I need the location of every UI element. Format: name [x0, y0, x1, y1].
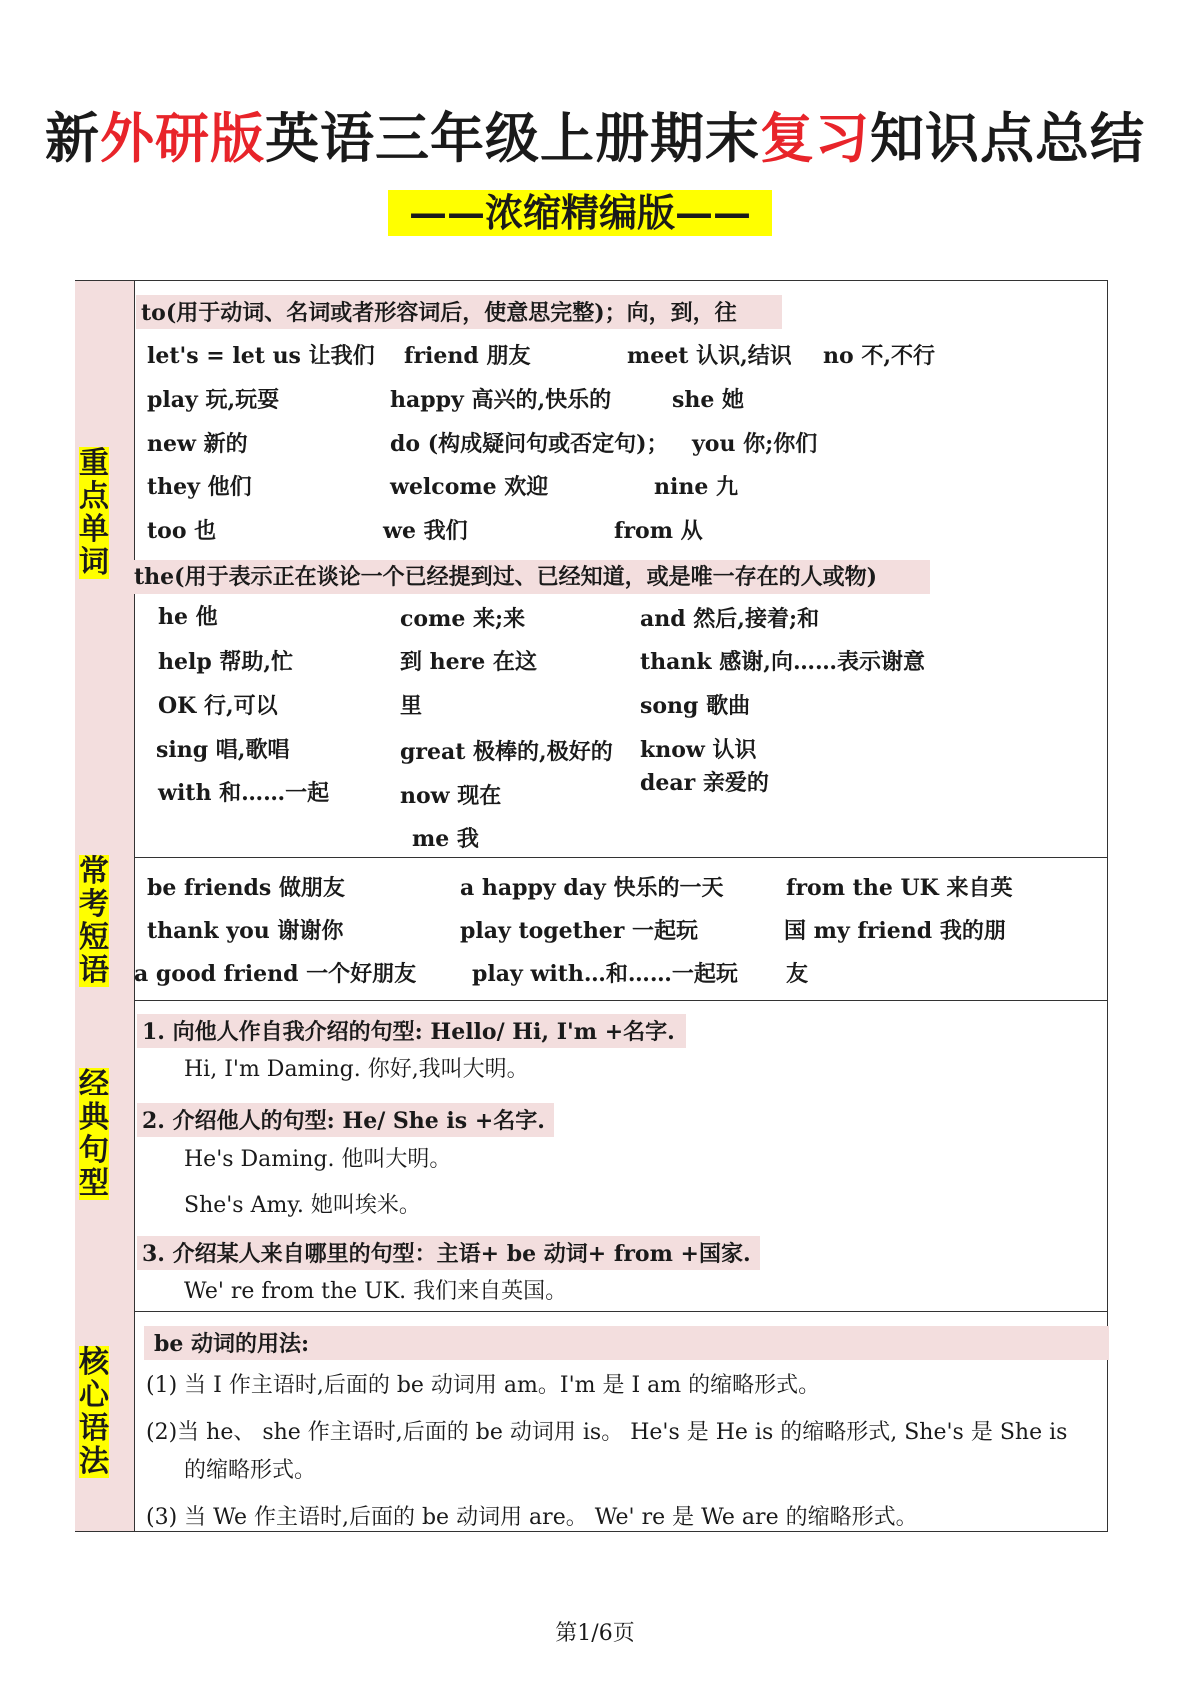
section-label-vocab: 重点单词 [79, 446, 109, 580]
vocab-item: and 然后,接着;和 [640, 606, 820, 632]
section-label-sentences: 经典句型 [79, 1067, 109, 1201]
vocab-item: she 她 [672, 387, 745, 413]
subtitle: ——浓缩精编版—— [388, 190, 772, 236]
grammar-heading: be 动词的用法: [154, 1331, 310, 1357]
vocab-item: sing 唱,歌唱 [156, 737, 290, 763]
title-highlight-publisher: 外研版 [100, 106, 265, 170]
vocab-item: he 他 [158, 604, 218, 630]
vocab-the-definition: the(用于表示正在谈论一个已经提到过、已经知道，或是唯一存在的人或物) [134, 564, 877, 590]
phrase-item: be friends 做朋友 [147, 875, 345, 901]
document-title [0, 96, 1190, 173]
section-divider [134, 1000, 1107, 1001]
vocab-item: we 我们 [383, 518, 468, 544]
vocab-item: too 也 [147, 518, 217, 544]
vocab-item: do (构成疑问句或否定句)； [390, 431, 669, 457]
grammar-rule: (3) 当 We 作主语时,后面的 be 动词用 are。 We' re 是 We are 的缩略形式。 [146, 1505, 918, 1530]
vocab-item: great 极棒的,极好的 [400, 739, 613, 765]
sentence-pattern-heading: 3. 介绍某人来自哪里的句型：主语+ be 动词+ from +国家. [142, 1241, 751, 1267]
phrase-item: 友 [786, 961, 809, 987]
vocab-item: OK 行,可以 [158, 693, 278, 719]
grammar-rule: (1) 当 I 作主语时,后面的 be 动词用 am。I'm 是 I am 的缩略形式。 [146, 1373, 821, 1398]
vocab-item: from 从 [614, 518, 703, 544]
vocab-to-definition: to(用于动词、名词或者形容词后，使意思完整)；向，到，往 [141, 300, 737, 326]
section-label-phrases: 常考短语 [79, 854, 109, 988]
vocab-item: 到 here 在这 [400, 649, 537, 675]
vocab-item: new 新的 [147, 431, 248, 457]
vocab-item: no 不,不行 [823, 343, 935, 369]
sentence-example: She's Amy. 她叫埃米。 [184, 1193, 421, 1218]
sentence-example: We' re from the UK. 我们来自英国。 [184, 1279, 568, 1304]
vocab-item: come 来;来 [400, 606, 526, 632]
vocab-item: let's = let us 让我们 [147, 343, 375, 369]
vocab-item: happy 高兴的,快乐的 [390, 387, 612, 413]
grammar-rule: (2)当 he、 she 作主语时,后面的 be 动词用 is。 He's 是 He is 的缩略形式, She's 是 She is [146, 1420, 1068, 1445]
vocab-item: dear 亲爱的 [640, 770, 769, 796]
phrase-item: 国 my friend 我的朋 [784, 918, 1006, 944]
title-part: 英语三年级上册期末 [265, 106, 760, 170]
title-highlight-review: 复习 [760, 106, 870, 170]
vocab-item: help 帮助,忙 [158, 649, 294, 675]
sentence-example: He's Daming. 他叫大明。 [184, 1147, 452, 1172]
page-number: 第1/6页 [555, 1621, 635, 1646]
vocab-item: with 和……一起 [158, 780, 330, 806]
phrase-item: a good friend 一个好朋友 [134, 961, 417, 987]
title-part: 知识点总结 [870, 106, 1145, 170]
phrase-item: play together 一起玩 [460, 918, 699, 944]
sentence-pattern-heading: 2. 介绍他人的句型: He/ She is +名字. [142, 1108, 545, 1134]
vocab-item: now 现在 [400, 783, 502, 809]
vocab-item: you 你;你们 [692, 431, 818, 457]
phrase-item: from the UK 来自英 [786, 875, 1013, 901]
section-label-grammar: 核心语法 [79, 1345, 109, 1479]
vocab-item: thank 感谢,向……表示谢意 [640, 649, 925, 675]
title-part: 新 [45, 106, 100, 170]
vocab-item: song 歌曲 [640, 693, 751, 719]
section-divider [134, 857, 1107, 858]
vocab-item: welcome 欢迎 [390, 474, 549, 500]
sentence-example: Hi, I'm Daming. 你好,我叫大明。 [184, 1057, 529, 1082]
section-divider [134, 1311, 1107, 1312]
vocab-item: me 我 [412, 826, 479, 852]
vocab-item: they 他们 [147, 474, 252, 500]
grammar-rule-continued: 的缩略形式。 [184, 1458, 317, 1483]
phrase-item: play with…和……一起玩 [472, 961, 738, 987]
vocab-item: meet 认识,结识 [627, 343, 792, 369]
phrase-item: a happy day 快乐的一天 [460, 875, 724, 901]
vocab-item: 里 [400, 693, 423, 719]
vocab-item: nine 九 [654, 474, 739, 500]
phrase-item: thank you 谢谢你 [147, 918, 344, 944]
sentence-pattern-heading: 1. 向他人作自我介绍的句型: Hello/ Hi, I'm +名字. [142, 1019, 675, 1045]
vocab-item: friend 朋友 [404, 343, 531, 369]
vocab-item: know 认识 [640, 737, 757, 763]
vocab-item: play 玩,玩耍 [147, 387, 280, 413]
